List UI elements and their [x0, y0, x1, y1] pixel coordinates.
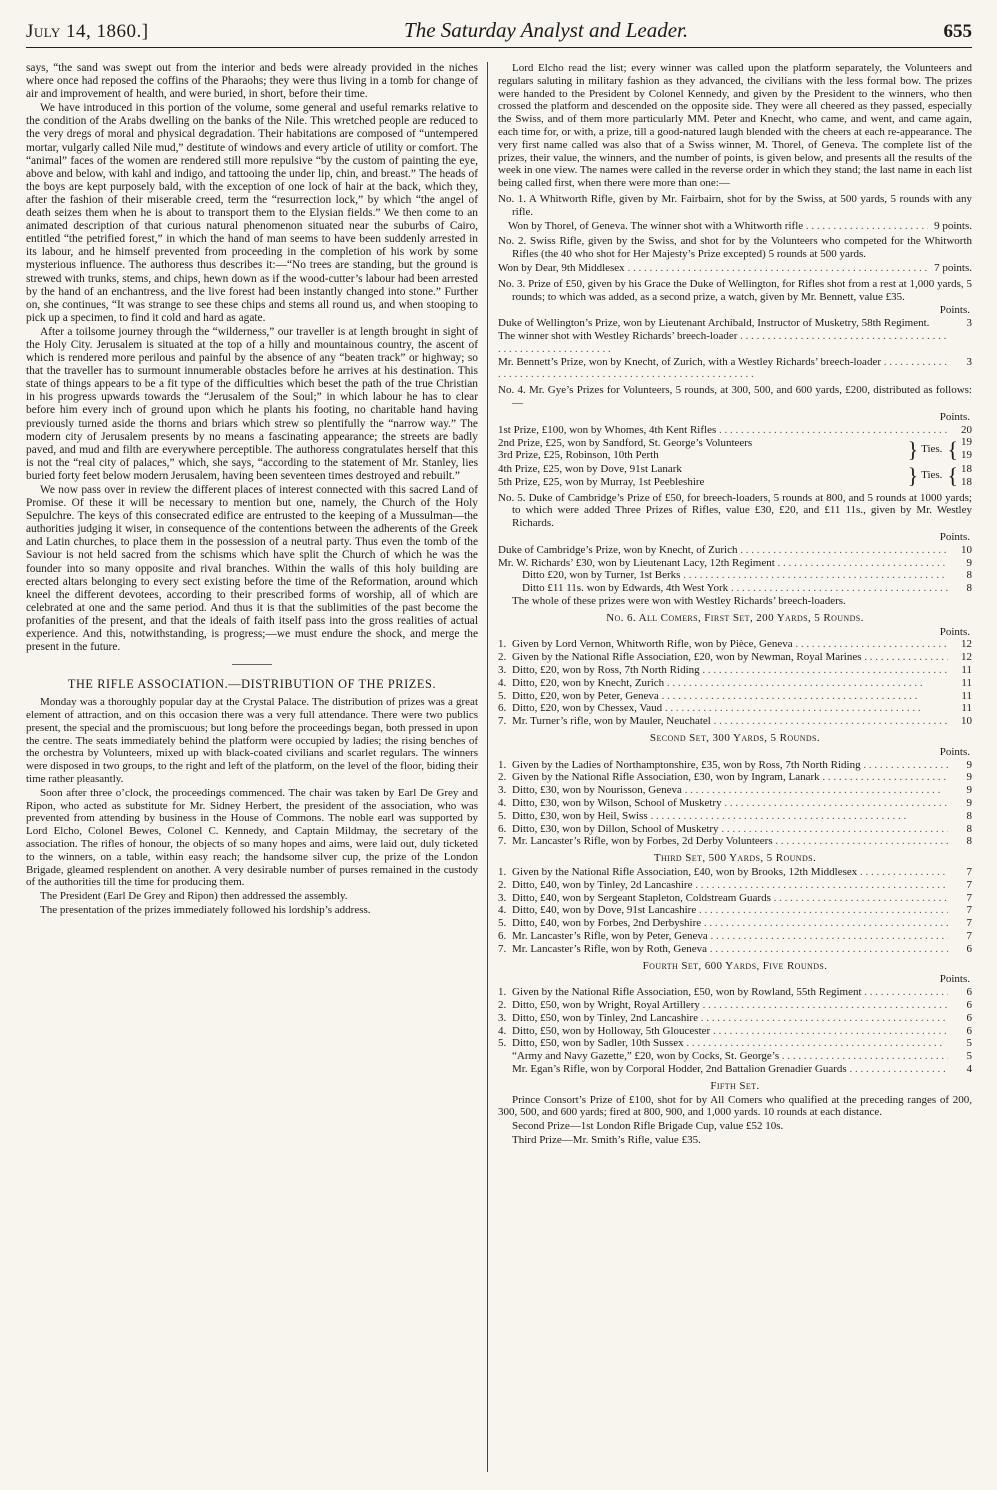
list-item: 5. Ditto, £20, won by Peter, Geneva . . . 11: [498, 690, 972, 703]
prize-no4-tie-group: [498, 436, 972, 462]
page-number: 655: [943, 21, 972, 42]
tie-points: 19: [961, 449, 972, 462]
section-paragraph: The President (Earl De Grey and Ripon) then addressed the assembly.: [40, 890, 348, 903]
winner-points: 3: [966, 317, 972, 330]
list-item: 3. Ditto, £20, won by Ross, 7th North Riding . . . 11: [498, 664, 972, 677]
winner-label: Duke of Cambridge’s Prize, won by Knecht, of Zurich . . .: [498, 544, 948, 557]
prize-no5: No. 5. Duke of Cambridge’s Prize of £50, for breech-loaders, 5 rounds at 800, and 5 rounds at 1000 yards; to which were added Three Prizes of Rifles, value £30, £20, and £11 11s., given by Mr. Westley Richards.: [498, 491, 972, 530]
list-item: 1. Given by the National Rifle Association, £50, won by Rowland, 55th Regiment . . . 6: [498, 986, 972, 999]
prize-no5-note: The whole of these prizes were won with Westley Richards’ breech-loaders.: [512, 595, 846, 608]
winner-points: 9: [966, 556, 972, 569]
winner-label: Mr. W. Richards’ £30, won by Lieutenant Lacy, 12th Regiment . . .: [498, 557, 948, 570]
tie-row: 5th Prize, £25, won by Murray, 1st Peebleshire: [498, 475, 705, 488]
no6-title: No. 6. All Comers, First Set, 200 Yards, 5 Rounds.: [606, 611, 864, 624]
list-item: 7. Mr. Lancaster’s Rifle, won by Forbes, 2d Derby Volunteers . . . 8: [498, 835, 972, 848]
list-item: 6. Mr. Lancaster’s Rifle, won by Peter, Geneva . . . 7: [498, 930, 972, 943]
fifth-set-title: Fifth Set.: [710, 1079, 760, 1092]
winner-label: Mr. Bennett’s Prize, won by Knecht, of Zurich, with a Westley Richards’ breech-loader . . .: [498, 356, 948, 382]
tie-points: 18: [961, 475, 972, 488]
right-column: [498, 62, 972, 1472]
points-header: Points.: [939, 410, 970, 423]
prize-no5-row: [498, 544, 972, 557]
tie-row: 3rd Prize, £25, Robinson, 10th Perth: [498, 449, 659, 462]
prize-no2: No. 2. Swiss Rifle, given by the Swiss, and shot for by the Volunteers who competed for the Whitworth Rifles (the 40 who shot for Her Majesty’s Prize excepted) 5 rounds at 500 yards.: [498, 235, 972, 261]
prize-no4-first: [498, 424, 972, 437]
winner-label: 1st Prize, £100, won by Whomes, 4th Kent Rifles . . .: [498, 424, 948, 437]
issue-date: July 14, 1860.]: [26, 21, 149, 42]
list-item: 5. Ditto, £40, won by Forbes, 2nd Derbyshire . . . 7: [498, 917, 972, 930]
prize-no5-row: [498, 582, 972, 595]
article-paragraph: We have introduced in this portion of the volume, some general and useful remarks relative to the condition of the Arabs dwelling on the banks of the Nile. This wretched people are reduced to the very dregs of moral and physical degradation. Their habitations are composed of “untempered mortar, vulgarly called Nile mud,” destitute of windows and every article of utility or comfort. The “animal” faces of the women are rendered still more repulsive “by the custom of painting the eye, above and below, with kahl and indigo, and tattooing the under lip, chin, and breast.” The heads of the boys are kept purposely bald, with the exception of one lock of hair at the back, which they, after the fashion of their miserable creed, term the “resurrection lock,” by which “the angel of death seizes them when he is about to transport them to the Elysian fields.” We then come to an animated description of that curious natural phenomenon situated near the suburbs of Cairo, entitled “the petrified forest,” in which the hand of man seems to have been suddenly arrested in its labour, and he himself prevented from proceeding in the completion of his work by some mysterious influence. The authoress thus describes it:—“No trees are standing, but the ground is strewed with trunks, stems, and chips, hewn down as if the wood-cutter’s labour had been arrested by the hand of an enchantress, and the live forest had been instantly changed into stone.” Further on, she continues, “It was strange to see these chips and stems all round us, and when stooping to pick up a specimen, to find it cold and hard as agate.: [26, 102, 478, 324]
second-set-title: Second Set, 300 Yards, 5 Rounds.: [649, 732, 821, 745]
list-item: “Army and Navy Gazette,” £20, won by Cocks, St. George’s . . . 5: [498, 1050, 972, 1063]
publication-title: The Saturday Analyst and Leader.: [404, 18, 689, 42]
article-paragraph: We now pass over in review the different places of interest connected with this sacred Land of Promise. Of these it will be necessary to mention but one, namely, the Church of the Holy Sepulchre. The keys of this consecrated edifice are entrusted to the keeping of a Mussulman—the authorities judging it wiser, in consequence of the contentions between the adherents of the Greek and Latin churches, to place them in the possession of a neutral party. Thus even the tomb of the Saviour is not held sacred from the schisms which have split the Church of which he was the founder into so many opposite and rival branches. Within the walls of this holy building are erected altars belonging to every sect existing before the time of the Reformation, around which kneel the different devotees, according to their prescribed forms of worship, all of which are celebrated at one and the same period. And thus it is that the sublimities of the past become the profanities of the present, and that the ideals of faith itself pass into the gross realities of actual experience. And this, notwithstanding, is progress;—we must endure the shock, and merge the present in the future.: [26, 484, 478, 654]
list-item: 7. Mr. Lancaster’s Rifle, won by Roth, Geneva . . . 6: [498, 943, 972, 956]
winner-points: 8: [966, 582, 972, 595]
fifth-second-prize: Second Prize—1st London Rifle Brigade Cup, value £52 10s.: [512, 1120, 784, 1133]
second-set-list: [498, 759, 972, 849]
fifth-set-text: Prince Consort’s Prize of £100, shot for by All Comers who qualified at the preceding ranges of 200, 300, 500, and 600 yards; fired at 800, 900, and 1,000 yards. 10 rounds at each distance.: [498, 1093, 972, 1119]
tie-row: 2nd Prize, £25, won by Sandford, St. George’s Volunteers: [498, 436, 753, 449]
prize-no4-tie-group: [498, 463, 972, 489]
prize-no5-row: [498, 569, 972, 582]
list-item: 7. Mr. Turner’s rifle, won by Mauler, Neuchatel . . . 10: [498, 715, 972, 728]
list-item: 1. Given by Lord Vernon, Whitworth Rifle, won by Pièce, Geneva . . . 12: [498, 638, 972, 651]
winner-points: 20: [961, 423, 972, 436]
page-header: [26, 18, 972, 48]
points-header: Points.: [939, 625, 970, 638]
first-set-list: [498, 638, 972, 728]
list-item: 3. Ditto, £50, won by Tinley, 2nd Lancashire . . . 6: [498, 1012, 972, 1025]
list-item: 6. Ditto, £20, won by Chessex, Vaud . . . 11: [498, 702, 972, 715]
fifth-third-prize: Third Prize—Mr. Smith’s Rifle, value £35.: [512, 1133, 701, 1146]
points-header: Points.: [939, 745, 970, 758]
prize-no1-winner: [498, 220, 972, 233]
brace-icon: }: [907, 463, 919, 489]
prize-intro: Lord Elcho read the list; every winner was called upon the platform separately, the Volunteers and regulars saluting in military fashion as they advanced, the civilians with the less formal bow. The prizes were handed to the President by Colonel Kennedy, and given by the President to the winners, who then crossed the platform and descended on the opposite side. They were all cheered as they passed, especially the Swiss, and of them more particularly MM. Peter and Knecht, who came, and went, and came again, each time for, or with, a prize, till a good-natured laugh blended with the cheers at each re-appearance. The very first name called was also that of a Swiss winner, M. Thorel, of Geneva. The complete list of the prizes, their value, the winners, and the number of points, is given below, and presents all the results of the week in one view. The names were called in the reverse order in which they stand; the last name in each list being called first, when there were more than one:—: [498, 62, 972, 190]
ties-label: Ties.: [921, 443, 943, 455]
winner-label: Won by Thorel, of Geneva. The winner shot with a Whitworth rifle . . .: [508, 220, 928, 233]
list-item: 4. Ditto, £30, won by Wilson, School of Musketry . . . 9: [498, 797, 972, 810]
winner-points: 9 points.: [934, 219, 972, 232]
brace-icon: }: [907, 436, 919, 462]
list-item: 2. Ditto, £40, won by Tinley, 2d Lancashire . . . 7: [498, 879, 972, 892]
list-item: 4. Ditto, £40, won by Dove, 91st Lancashire . . . 7: [498, 904, 972, 917]
tie-points: 19: [961, 436, 972, 449]
section-paragraph: Soon after three o’clock, the proceedings commenced. The chair was taken by Earl De Grey and Ripon, who acted as substitute for Mr. Sidney Herbert, the president of the association, who was prevented from attending by business in the House of Commons. The noble earl was supported by Lord Elcho, Colonel Bewes, Colonel C. Kennedy, and Captain Mildmay, the secretary of the association. The rifles of honour, the objects of so many hopes and aims, were laid out, duly ticketed to the winners, on a table, within easy reach; the handsome silver cup, the prize of the London Brigade, gleamed resplendent on another. A very desirable number of purses remained in the custody of the authorities till the time for producing them.: [26, 786, 478, 889]
article-paragraph: says, “the sand was swept out from the interior and beds were already provided in the niches where once had reposed the coffins of the Pharaohs; they were thus living in a tomb for change of air and improvement of health, and were buried, in short, before their time.: [26, 62, 478, 101]
list-item: 2. Given by the National Rifle Association, £30, won by Ingram, Lanark . . . 9: [498, 771, 972, 784]
prize-no2-winner: [498, 262, 972, 275]
column-divider: [487, 62, 488, 1472]
section-divider: [232, 664, 272, 665]
fourth-set-list: [498, 986, 972, 1076]
winner-points: 8: [966, 569, 972, 582]
winner-label: Won by Dear, 9th Middlesex . . .: [498, 262, 928, 275]
third-set-title: Third Set, 500 Yards, 5 Rounds.: [653, 852, 817, 865]
list-item: 1. Given by the Ladies of Northamptonshire, £35, won by Ross, 7th North Riding . . . 9: [498, 759, 972, 772]
list-item: 5. Ditto, £30, won by Heil, Swiss . . . 8: [498, 810, 972, 823]
prize-no5-row: [498, 557, 972, 570]
list-item: 2. Ditto, £50, won by Wright, Royal Artillery . . . 6: [498, 999, 972, 1012]
section-paragraph: The presentation of the prizes immediately followed his lordship’s address.: [40, 903, 371, 916]
prize-no3-row: [498, 317, 972, 355]
article-paragraph: After a toilsome journey through the “wilderness,” our traveller is at length brought in sight of the Holy City. Jerusalem is situated at the top of a hilly and mountainous country, the ascent of which is rendered more perilous and painful by the absence of any “beaten track” or highway; so that the traveller has to surmount innumerable obstacles before he arrives at his destination. This state of things appears to be a fit type of the difficulties which beset the path of the true Christian in his progress upwards towards the “Jerusalem of the Soul;” in which labour he has to clear before him every inch of ground upon which he plants his footing, no charitable hand having previously turned aside the thorns and briars which strew so plentifully the “narrow way.” The modern city of Jerusalem presents by no means a fascinating appearance; the streets are badly paved, and mud and filth are everywhere perceptible. The authoress congratulates herself that this is not the “real city of palaces,” which, she says, “according to the statement of Mr. Stanley, lies buried forty feet below modern Jerusalem, having been seventeen times destroyed and rebuilt.”: [26, 325, 478, 482]
winner-points: 10: [961, 543, 972, 556]
prize-no3: No. 3. Prize of £50, given by his Grace the Duke of Wellington, for Rifles shot from a rest at 1,000 yards, 5 rounds; to which was added, as a second prize, a watch, given by Mr. Bennett, value £35.: [498, 277, 972, 303]
list-item: 5. Ditto, £50, won by Sadler, 10th Sussex . . . 5: [498, 1037, 972, 1050]
tie-points: 18: [961, 462, 972, 475]
left-column: [26, 62, 478, 1472]
prize-no3-row: [498, 356, 972, 382]
points-header: Points.: [939, 531, 970, 544]
list-item: 6. Ditto, £30, won by Dillon, School of Musketry . . . 8: [498, 823, 972, 836]
winner-label: Duke of Wellington’s Prize, won by Lieutenant Archibald, Instructor of Musketry, 58th Regiment. The winner shot with Westley Richards’ breech-loader . . .: [498, 317, 948, 355]
winner-points: 7 points.: [934, 261, 972, 274]
prize-no1: No. 1. A Whitworth Rifle, given by Mr. Fairbairn, shot for by the Swiss, at 500 yards, 5 rounds with any rifle.: [498, 192, 972, 218]
fourth-set-title: Fourth Set, 600 Yards, Five Rounds.: [642, 959, 828, 972]
brace-icon: {: [947, 436, 958, 462]
winner-label: Ditto £20, won by Turner, 1st Berks . . .: [522, 569, 948, 582]
ties-label: Ties.: [921, 469, 943, 482]
list-item: 3. Ditto, £30, won by Nourisson, Geneva . . . 9: [498, 784, 972, 797]
list-item: 4. Ditto, £50, won by Holloway, 5th Gloucester . . . 6: [498, 1025, 972, 1038]
third-set-list: [498, 866, 972, 956]
list-item: 3. Ditto, £40, won by Sergeant Stapleton, Coldstream Guards . . . 7: [498, 892, 972, 905]
winner-points: 3: [966, 355, 972, 368]
winner-label: Ditto £11 11s. won by Edwards, 4th West York . . .: [522, 582, 948, 595]
tie-row: 4th Prize, £25, won by Dove, 91st Lanark: [498, 462, 682, 475]
prize-no4: No. 4. Mr. Gye’s Prizes for Volunteers, 5 rounds, at 300, 500, and 600 yards, £200, distributed as follows:—: [498, 384, 972, 409]
list-item: 4. Ditto, £20, won by Knecht, Zurich . . . 11: [498, 677, 972, 690]
list-item: 2. Given by the National Rifle Association, £20, won by Newman, Royal Marines . . . 12: [498, 651, 972, 664]
list-item: Mr. Egan’s Rifle, won by Corporal Hodder, 2nd Battalion Grenadier Guards . . . 4: [498, 1063, 972, 1076]
list-item: 1. Given by the National Rifle Association, £40, won by Brooks, 12th Middlesex . . . 7: [498, 866, 972, 879]
section-title: THE RIFLE ASSOCIATION.—DISTRIBUTION OF THE PRIZES.: [67, 677, 437, 692]
brace-icon: {: [947, 463, 958, 489]
points-header: Points.: [939, 973, 970, 986]
points-header: Points.: [939, 304, 970, 317]
section-paragraph: Monday was a thoroughly popular day at the Crystal Palace. The distribution of prizes was a great element of attraction, and on this occasion there was a very full attendance. There were two publics present, the special and the promiscuous; but long before the proceedings began, both pressed in upon the centre. The seats immediately behind the platform were occupied by ladies; the rising benches of the orchestra by Volunteers, mixed up with black-coated civilians and scarlet regulars. The winners were disposed in two groups, to the right and left of the platform, on the level of the floor, biding their time rather pleasantly.: [26, 696, 478, 785]
